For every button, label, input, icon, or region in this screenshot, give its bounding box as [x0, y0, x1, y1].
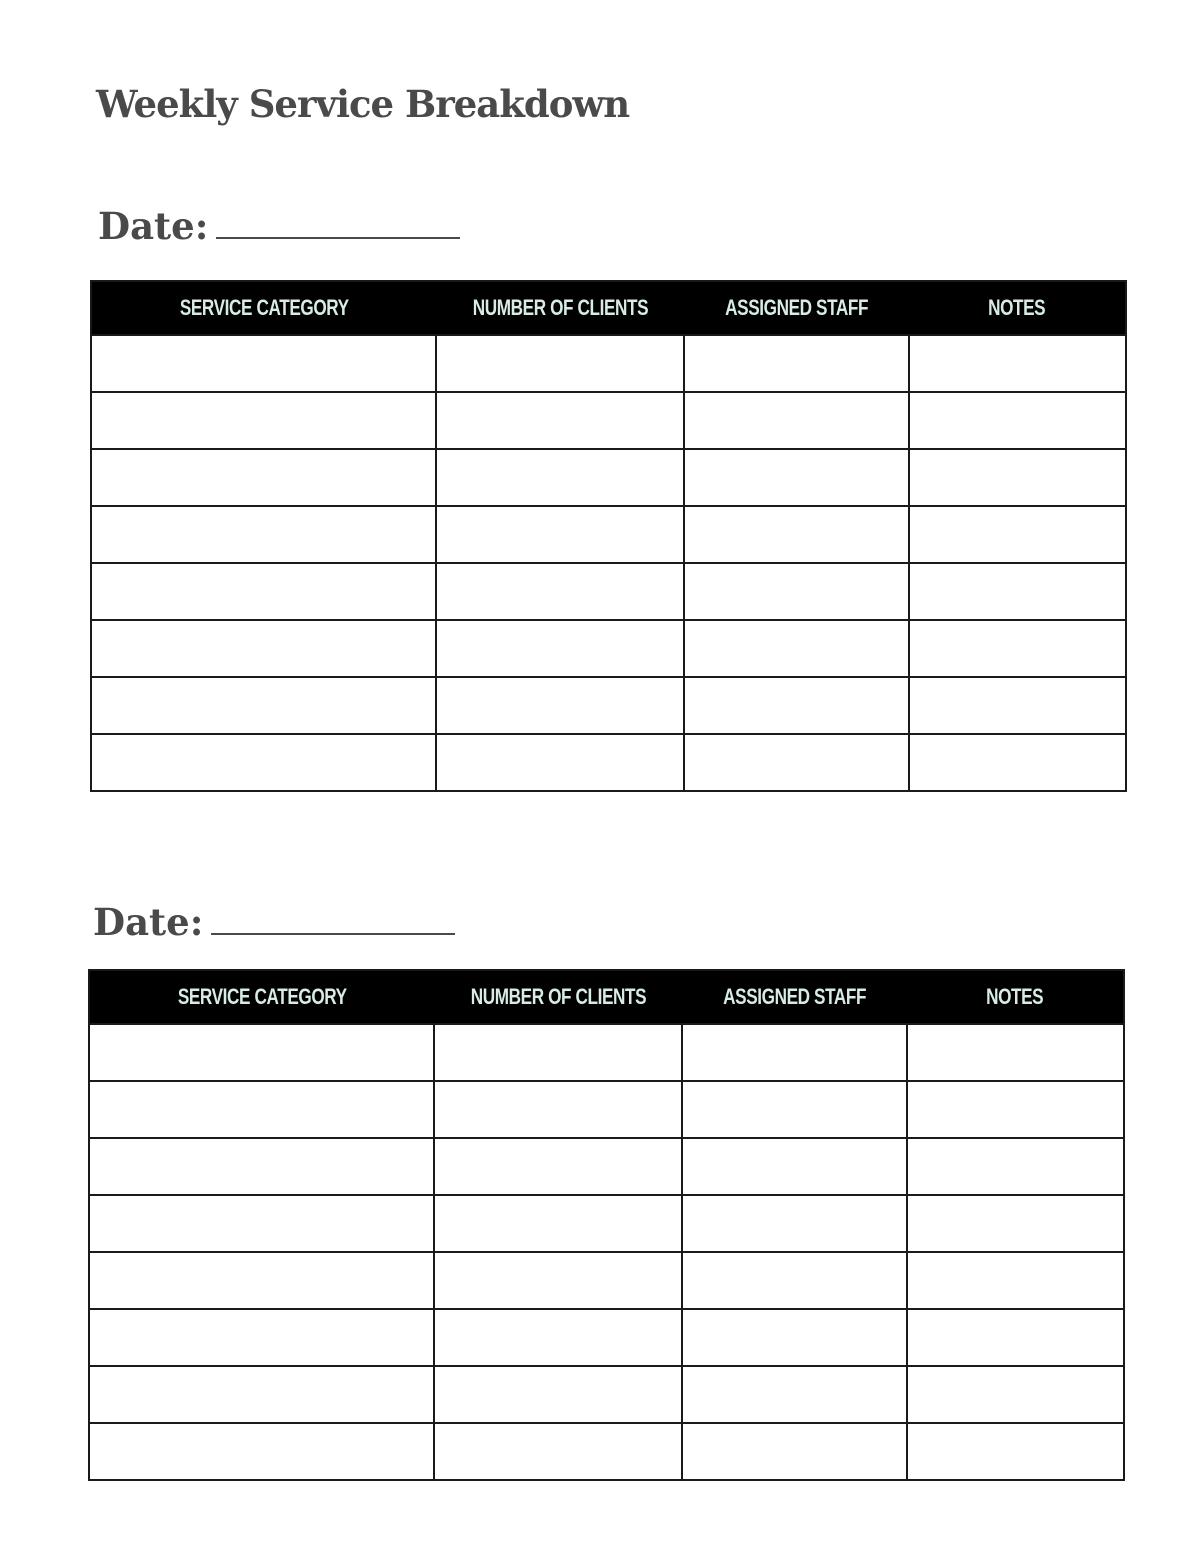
cell-service-category[interactable]: [90, 1309, 434, 1366]
column-header-assigned-staff: ASSIGNED STAFF: [684, 282, 909, 335]
cell-notes[interactable]: [909, 392, 1125, 449]
cell-assigned-staff[interactable]: [684, 734, 909, 790]
cell-assigned-staff[interactable]: [684, 392, 909, 449]
cell-service-category[interactable]: [92, 449, 436, 506]
table-row: [90, 1195, 1123, 1252]
table-row: [92, 734, 1125, 790]
cell-number-of-clients[interactable]: [436, 392, 684, 449]
cell-notes[interactable]: [909, 620, 1125, 677]
cell-notes[interactable]: [907, 1081, 1123, 1138]
cell-number-of-clients[interactable]: [434, 1423, 682, 1479]
cell-number-of-clients[interactable]: [434, 1024, 682, 1081]
cell-assigned-staff[interactable]: [684, 506, 909, 563]
cell-number-of-clients[interactable]: [436, 449, 684, 506]
cell-service-category[interactable]: [92, 335, 436, 392]
cell-assigned-staff[interactable]: [682, 1252, 907, 1309]
table-row: [90, 1309, 1123, 1366]
cell-service-category[interactable]: [90, 1366, 434, 1423]
cell-number-of-clients[interactable]: [434, 1252, 682, 1309]
cell-assigned-staff[interactable]: [684, 620, 909, 677]
table-row: [90, 1366, 1123, 1423]
cell-number-of-clients[interactable]: [436, 620, 684, 677]
column-header-number-of-clients: NUMBER OF CLIENTS: [436, 282, 684, 335]
cell-notes[interactable]: [907, 1309, 1123, 1366]
cell-service-category[interactable]: [90, 1081, 434, 1138]
page-title: Weekly Service Breakdown: [96, 82, 630, 126]
cell-service-category[interactable]: [92, 620, 436, 677]
cell-assigned-staff[interactable]: [682, 1024, 907, 1081]
cell-number-of-clients[interactable]: [436, 563, 684, 620]
cell-number-of-clients[interactable]: [434, 1081, 682, 1138]
cell-notes[interactable]: [907, 1195, 1123, 1252]
cell-assigned-staff[interactable]: [682, 1138, 907, 1195]
table-row: [92, 449, 1125, 506]
cell-assigned-staff[interactable]: [684, 563, 909, 620]
cell-notes[interactable]: [909, 335, 1125, 392]
cell-notes[interactable]: [907, 1366, 1123, 1423]
table-row: [92, 392, 1125, 449]
cell-notes[interactable]: [909, 449, 1125, 506]
table-row: [92, 563, 1125, 620]
cell-number-of-clients[interactable]: [434, 1366, 682, 1423]
cell-notes[interactable]: [909, 563, 1125, 620]
cell-assigned-staff[interactable]: [684, 449, 909, 506]
cell-assigned-staff[interactable]: [682, 1081, 907, 1138]
column-header-service-category: SERVICE CATEGORY: [92, 282, 436, 335]
cell-notes[interactable]: [907, 1138, 1123, 1195]
cell-assigned-staff[interactable]: [684, 335, 909, 392]
cell-assigned-staff[interactable]: [682, 1423, 907, 1479]
cell-notes[interactable]: [907, 1423, 1123, 1479]
cell-number-of-clients[interactable]: [434, 1195, 682, 1252]
cell-number-of-clients[interactable]: [436, 335, 684, 392]
column-header-notes: NOTES: [909, 282, 1125, 335]
table-row: [90, 1081, 1123, 1138]
table-row: [90, 1024, 1123, 1081]
cell-number-of-clients[interactable]: [436, 677, 684, 734]
cell-service-category[interactable]: [92, 677, 436, 734]
table-row: [90, 1252, 1123, 1309]
cell-service-category[interactable]: [90, 1252, 434, 1309]
cell-notes[interactable]: [909, 734, 1125, 790]
cell-notes[interactable]: [907, 1024, 1123, 1081]
table-row: [92, 506, 1125, 563]
table-header-row: [92, 282, 1125, 335]
column-header-service-category: SERVICE CATEGORY: [90, 971, 434, 1024]
cell-service-category[interactable]: [92, 392, 436, 449]
cell-number-of-clients[interactable]: [436, 734, 684, 790]
table-row: [92, 335, 1125, 392]
cell-assigned-staff[interactable]: [684, 677, 909, 734]
cell-assigned-staff[interactable]: [682, 1195, 907, 1252]
cell-assigned-staff[interactable]: [682, 1309, 907, 1366]
service-table-1: [90, 280, 1127, 792]
cell-service-category[interactable]: [92, 506, 436, 563]
cell-notes[interactable]: [907, 1252, 1123, 1309]
date-label: Date:: [98, 204, 209, 248]
cell-service-category[interactable]: [92, 563, 436, 620]
table-row: [90, 1423, 1123, 1479]
cell-notes[interactable]: [909, 506, 1125, 563]
date-label: Date:: [93, 900, 204, 944]
table-row: [92, 620, 1125, 677]
cell-service-category[interactable]: [90, 1423, 434, 1479]
column-header-notes: NOTES: [907, 971, 1123, 1024]
table-row: [90, 1138, 1123, 1195]
date-field[interactable]: [216, 237, 460, 239]
cell-notes[interactable]: [909, 677, 1125, 734]
cell-service-category[interactable]: [92, 734, 436, 790]
column-header-assigned-staff: ASSIGNED STAFF: [682, 971, 907, 1024]
cell-assigned-staff[interactable]: [682, 1366, 907, 1423]
cell-service-category[interactable]: [90, 1024, 434, 1081]
cell-service-category[interactable]: [90, 1195, 434, 1252]
cell-number-of-clients[interactable]: [434, 1309, 682, 1366]
cell-number-of-clients[interactable]: [434, 1138, 682, 1195]
cell-service-category[interactable]: [90, 1138, 434, 1195]
date-row-1: [98, 204, 460, 248]
table-header-row: [90, 971, 1123, 1024]
date-field[interactable]: [211, 933, 455, 935]
service-table-2: [88, 969, 1125, 1481]
column-header-number-of-clients: NUMBER OF CLIENTS: [434, 971, 682, 1024]
cell-number-of-clients[interactable]: [436, 506, 684, 563]
date-row-2: [93, 900, 455, 944]
table-row: [92, 677, 1125, 734]
